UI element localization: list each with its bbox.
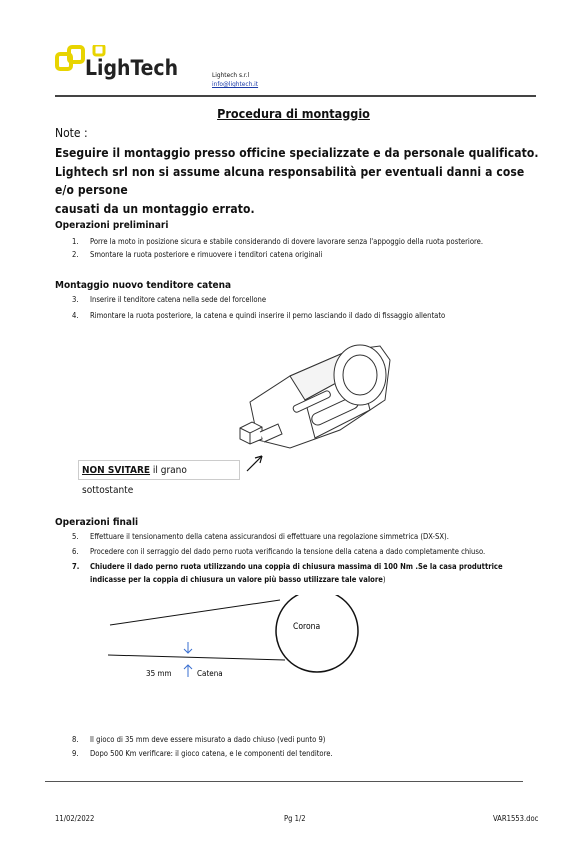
item-text: Rimontare la ruota posteriore, la catena e quindi inserire il perno lasciando il dado di fissaggio allentato (90, 311, 446, 320)
item-text: Chiudere il dado perno ruota utilizzando una coppia di chiusura massima di 100 Nm .Se la casa produttrice (90, 562, 503, 571)
note-line: causati da un montaggio errato. (55, 201, 255, 216)
down-arrow-icon (184, 642, 192, 653)
item-number: 3. (72, 295, 79, 304)
item-number: 7. (72, 562, 80, 571)
corona-circle (276, 595, 358, 672)
footer-divider (45, 781, 523, 782)
logo-text: LighTech (85, 56, 179, 80)
item-text: Dopo 500 Km verificare: il gioco catena, e le componenti del tenditore. (90, 749, 333, 758)
distance-label: 35 mm (146, 669, 172, 678)
note-label: Note : (55, 126, 88, 140)
item-text: Effettuare il tensionamento della catena assicurandosi di effettuare una regolazione simmetrica (DX-SX). (90, 532, 449, 541)
note-line: Lightech srl non si assume alcuna responsabilità per eventuali danni a cose e/o persone (55, 164, 525, 197)
footer-page: Pg 1/2 (284, 814, 306, 823)
item-number: 8. (72, 735, 79, 744)
callout-box (78, 460, 240, 496)
lightech-logo (55, 45, 205, 81)
item-text: Smontare la ruota posteriore e rimuovere i tenditori catena originali (90, 250, 323, 259)
item-number: 2. (72, 250, 79, 259)
list-item (72, 748, 333, 760)
footer-date: 11/02/2022 (55, 814, 95, 823)
list-item (72, 734, 325, 746)
list-item (72, 561, 503, 573)
page-title: Procedura di montaggio (217, 106, 370, 121)
section-heading-preliminari: Operazioni preliminari (55, 220, 169, 231)
callout-arrow-icon (243, 452, 268, 477)
header-divider (55, 95, 536, 97)
item-number: 1. (72, 237, 79, 246)
item-number: 5. (72, 532, 79, 541)
chain-upper-line (110, 600, 280, 625)
list-item (72, 310, 445, 322)
callout-text: il grano sottostante (82, 465, 187, 496)
footer-doc: VAR1553.doc (493, 814, 539, 823)
up-arrow-icon (184, 665, 192, 677)
list-item (72, 531, 449, 543)
item-text: Procedere con il serraggio del dado perno ruota verificando la tensione della catena a dado completamente chiuso. (90, 547, 486, 556)
list-item (72, 249, 323, 261)
item-number: 6. (72, 547, 79, 556)
item-text: Porre la moto in posizione sicura e stabile considerando di dovere lavorare senza l'appoggio della ruota posteriore. (90, 237, 484, 246)
list-item-continuation (90, 575, 386, 584)
section-heading-montaggio: Montaggio nuovo tenditore catena (55, 280, 232, 291)
list-item (72, 236, 483, 248)
catena-label: Catena (197, 669, 223, 678)
item-text: indicasse per la coppia di chiusura un valore più basso utilizzare tale valore (90, 575, 383, 584)
company-info (212, 71, 258, 89)
company-email[interactable]: info@lightech.it (212, 80, 259, 88)
section-heading-finali: Operazioni finali (55, 517, 139, 528)
item-number: 9. (72, 749, 79, 758)
note-text (55, 144, 545, 218)
closing-paren: ) (382, 575, 386, 584)
chain-lower-line (108, 655, 285, 660)
item-text: Il gioco di 35 mm deve essere misurato a dado chiuso (vedi punto 9) (90, 735, 326, 744)
company-name: Lightech s.r.l (212, 71, 250, 79)
item-text: Inserire il tenditore catena nella sede del forcellone (90, 295, 267, 304)
chain-slack-diagram (100, 595, 360, 685)
corona-label: Corona (293, 622, 321, 632)
list-item (72, 294, 266, 306)
list-item (72, 546, 485, 558)
callout-bold: NON SVITARE (82, 465, 151, 476)
note-line: Eseguire il montaggio presso officine specializzate e da personale qualificato. (55, 146, 539, 160)
chain-tensioner-drawing (230, 330, 400, 465)
item-number: 4. (72, 311, 79, 320)
